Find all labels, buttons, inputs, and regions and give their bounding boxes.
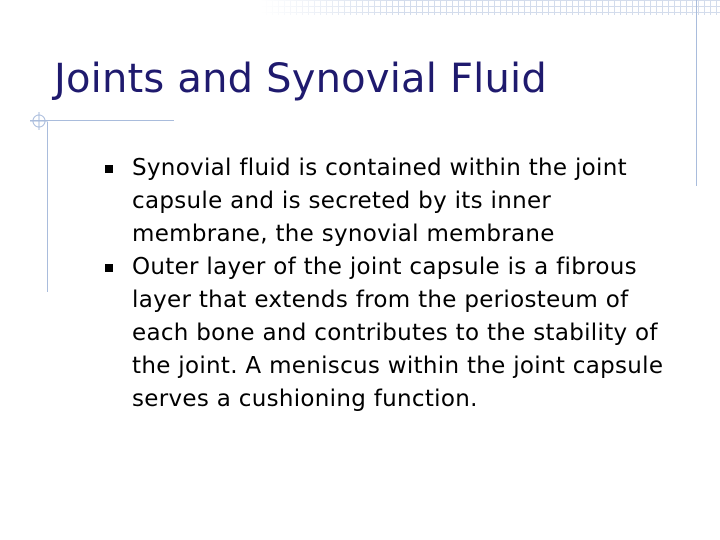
square-bullet-icon [105, 264, 113, 272]
bullet-item [105, 251, 665, 416]
bullet-text: Outer layer of the joint capsule is a fibrous layer that extends from the periosteum of each bone and contributes to the stability of the joint. A meniscus within the joint capsule serves a cushioning function. [132, 254, 664, 412]
bullet-text: Synovial fluid is contained within the joint capsule and is secreted by its inner membrane, the synovial membrane [132, 155, 627, 247]
slide-title: Joints and Synovial Fluid [54, 56, 547, 102]
crosshair-icon [30, 112, 48, 130]
title-underline [30, 120, 174, 121]
grid-fade [260, 0, 400, 15]
bullet-list [105, 152, 665, 416]
square-bullet-icon [105, 165, 113, 173]
decorative-vertical-line-left [47, 122, 48, 292]
decorative-vertical-line-right [696, 0, 697, 186]
bullet-item [105, 152, 665, 251]
